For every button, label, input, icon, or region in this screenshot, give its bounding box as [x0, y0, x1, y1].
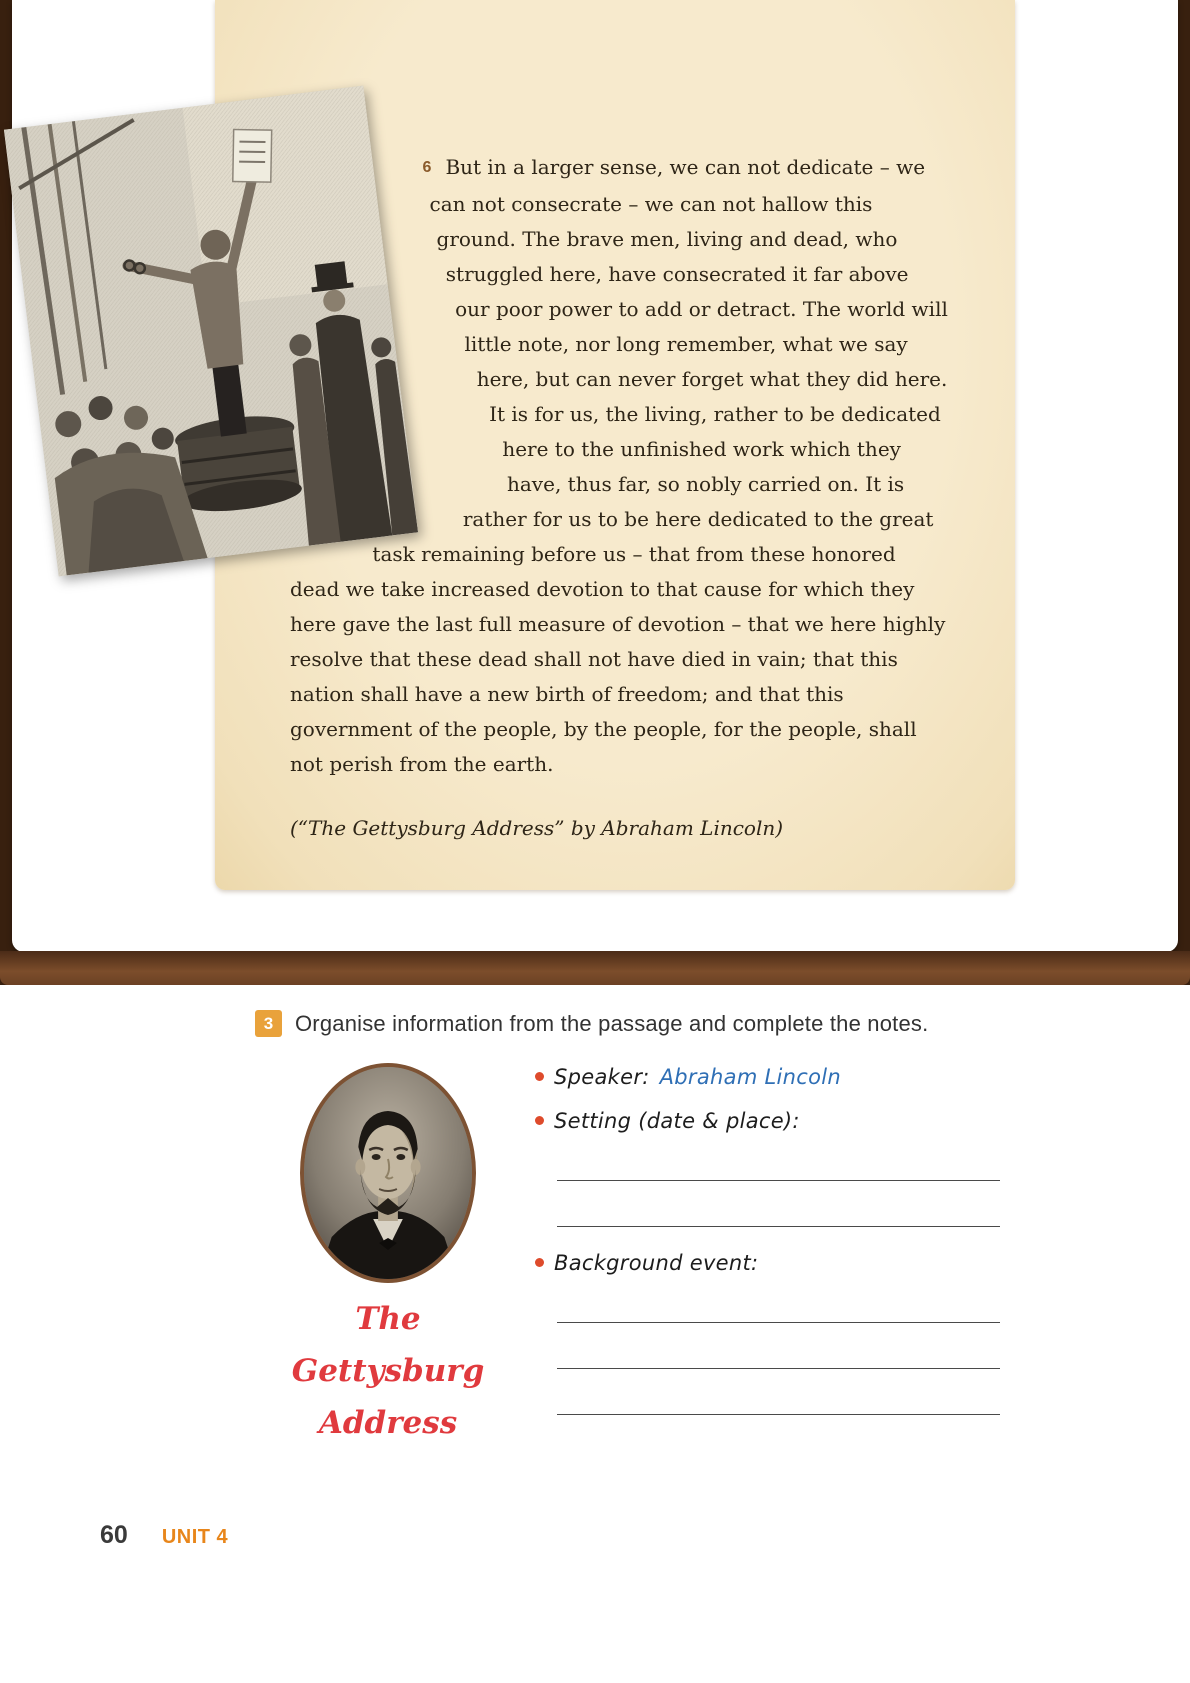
exercise-header	[255, 1009, 928, 1037]
caption-line-2: Gettysburg	[291, 1353, 485, 1389]
caption-line-1: The	[355, 1301, 421, 1337]
speaker-value: Abraham Lincoln	[659, 1065, 842, 1089]
bullet-icon	[535, 1116, 544, 1125]
page-number: 60	[100, 1521, 128, 1549]
passage-panel	[215, 0, 1015, 890]
unit-label: UNIT 4	[161, 1526, 229, 1548]
background-answer-line-3	[557, 1369, 1000, 1415]
paragraph-text: But in a larger sense, we can not dedicate – we can not consecrate – we can not hallow this ground. The brave men, living and dead, who struggled here, have consecrated it far above our poor power to add or detract. The world will little note, nor long remember, what we say here, but can never forget what they did here. It is for us, the living, rather to be dedicated here to the unfinished work which they have, thus far, so nobly carried on. It is rather for us to be here dedicated to the great task remaining before us – that from these honored dead we take increased devotion to that cause for which they here gave the last full measure of devotion – that we here highly resolve that these dead shall not have died in vain; that this nation shall have a new birth of freedom; and that this government of the people, by the people, for the people, shall not perish from the earth.	[290, 155, 948, 776]
exercise-instruction: Organise information from the passage and complete the notes.	[295, 1011, 929, 1036]
book-edge-band	[0, 951, 1190, 985]
lincoln-portrait-frame	[300, 1063, 476, 1283]
setting-label: Setting (date & place):	[554, 1109, 800, 1133]
caption-line-3: Address	[318, 1405, 458, 1441]
emancipation-engraving-image	[4, 86, 418, 577]
background-answer-line-2	[557, 1323, 1000, 1369]
exercise-number-badge: 3	[255, 1010, 282, 1037]
lincoln-portrait	[300, 1063, 476, 1283]
notes-panel	[535, 1063, 1000, 1415]
setting-answer-line-1	[557, 1135, 1000, 1181]
setting-answer-line-2	[557, 1181, 1000, 1227]
exercise-section	[0, 985, 1190, 1683]
bullet-icon	[535, 1072, 544, 1081]
page-footer	[100, 1521, 228, 1550]
passage-attribution: (“The Gettysburg Address” by Abraham Lincoln)	[290, 816, 784, 840]
portrait-caption	[258, 1293, 518, 1449]
note-background	[535, 1249, 1000, 1277]
note-speaker	[535, 1063, 1000, 1091]
lincoln-portrait-graphic	[304, 1067, 472, 1279]
bullet-icon	[535, 1258, 544, 1267]
background-label: Background event:	[554, 1251, 759, 1275]
speaker-label: Speaker:	[554, 1065, 650, 1089]
background-answer-line-1	[557, 1277, 1000, 1323]
note-setting	[535, 1107, 1000, 1135]
engraving-graphic	[4, 86, 418, 577]
book-page	[12, 0, 1178, 952]
paragraph-number: 6	[422, 159, 432, 176]
